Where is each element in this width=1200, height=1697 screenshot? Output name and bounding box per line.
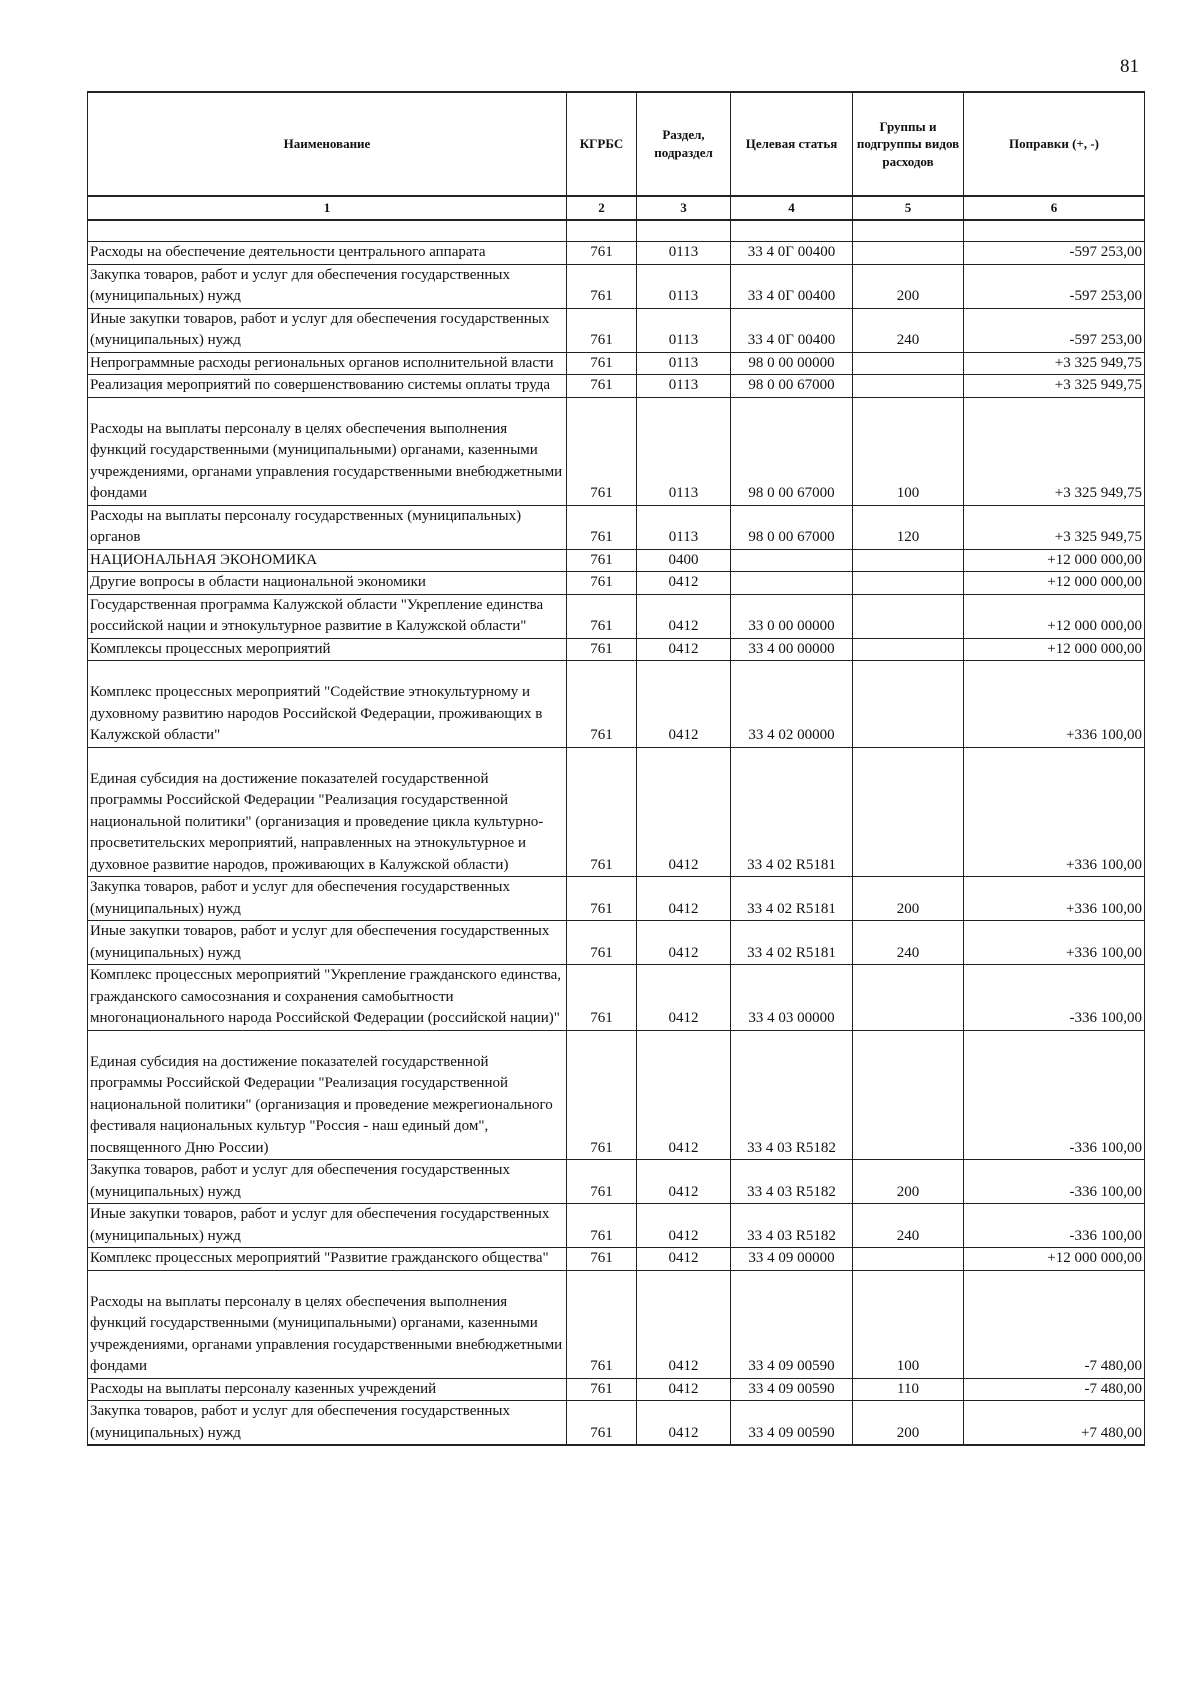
cell-name: Иные закупки товаров, работ и услуг для обеспечения государственных (муниципальных) нужд	[88, 1204, 567, 1248]
table-row	[88, 638, 1145, 661]
cell-vid: 200	[853, 1401, 964, 1446]
cell-vid: 240	[853, 308, 964, 352]
cell-name: Расходы на выплаты персоналу в целях обеспечения выполнения функций государственными (муниципальными) органами, казенными учреждениями, органами управления государственными внебюджетными фондами	[88, 397, 567, 505]
cell-kgrbs: 761	[567, 1204, 637, 1248]
cell-amount: +3 325 949,75	[964, 397, 1145, 505]
column-number: 2	[567, 196, 637, 220]
cell-kgrbs: 761	[567, 375, 637, 398]
cell-razdel: 0412	[637, 638, 731, 661]
cell-celevaya: 33 4 09 00590	[731, 1378, 853, 1401]
cell-celevaya: 33 0 00 00000	[731, 594, 853, 638]
cell-name: Закупка товаров, работ и услуг для обеспечения государственных (муниципальных) нужд	[88, 877, 567, 921]
cell-celevaya: 98 0 00 00000	[731, 352, 853, 375]
cell-kgrbs: 761	[567, 264, 637, 308]
cell-vid	[853, 352, 964, 375]
table-row	[88, 1248, 1145, 1271]
column-number-row	[88, 196, 1145, 220]
cell-amount: +3 325 949,75	[964, 505, 1145, 549]
cell-celevaya	[731, 549, 853, 572]
column-number: 3	[637, 196, 731, 220]
table-row	[88, 661, 1145, 748]
cell-celevaya: 33 4 00 00000	[731, 638, 853, 661]
cell-amount: -597 253,00	[964, 242, 1145, 265]
column-number: 5	[853, 196, 964, 220]
column-number: 6	[964, 196, 1145, 220]
cell-kgrbs: 761	[567, 1378, 637, 1401]
cell-amount: +336 100,00	[964, 877, 1145, 921]
header-vid: Группы и подгруппы видов расходов	[853, 92, 964, 196]
cell-razdel: 0113	[637, 264, 731, 308]
cell-vid: 240	[853, 1204, 964, 1248]
column-number: 1	[88, 196, 567, 220]
cell-razdel: 0113	[637, 375, 731, 398]
table-row	[88, 572, 1145, 595]
cell-name: Закупка товаров, работ и услуг для обеспечения государственных (муниципальных) нужд	[88, 1160, 567, 1204]
page-number: 81	[1120, 56, 1139, 77]
spacer-row	[88, 220, 1145, 242]
cell-name: Закупка товаров, работ и услуг для обеспечения государственных (муниципальных) нужд	[88, 264, 567, 308]
cell-vid: 110	[853, 1378, 964, 1401]
cell-celevaya: 33 4 02 R5181	[731, 877, 853, 921]
table-row	[88, 264, 1145, 308]
cell-kgrbs: 761	[567, 1160, 637, 1204]
cell-celevaya: 33 4 03 R5182	[731, 1160, 853, 1204]
cell-name: Расходы на обеспечение деятельности центрального аппарата	[88, 242, 567, 265]
cell-celevaya: 33 4 03 R5182	[731, 1204, 853, 1248]
cell-razdel: 0412	[637, 594, 731, 638]
cell-razdel: 0412	[637, 1030, 731, 1160]
cell-celevaya: 33 4 0Г 00400	[731, 242, 853, 265]
header-name: Наименование	[88, 92, 567, 196]
table-row	[88, 549, 1145, 572]
cell-kgrbs: 761	[567, 397, 637, 505]
cell-celevaya: 33 4 0Г 00400	[731, 308, 853, 352]
cell-razdel: 0412	[637, 1401, 731, 1446]
cell-celevaya: 33 4 09 00000	[731, 1248, 853, 1271]
cell-razdel: 0412	[637, 877, 731, 921]
cell-name: Расходы на выплаты персоналу государственных (муниципальных) органов	[88, 505, 567, 549]
cell-amount: +3 325 949,75	[964, 375, 1145, 398]
cell-amount: -7 480,00	[964, 1270, 1145, 1378]
cell-vid	[853, 572, 964, 595]
cell-vid	[853, 965, 964, 1031]
cell-celevaya: 33 4 03 R5182	[731, 1030, 853, 1160]
cell-vid	[853, 661, 964, 748]
table-row	[88, 1378, 1145, 1401]
cell-vid	[853, 638, 964, 661]
cell-name: Комплекс процессных мероприятий "Укрепление гражданского единства, гражданского самосознания и сохранения самобытности многонационального народа Российской Федерации (российской нации)"	[88, 965, 567, 1031]
cell-celevaya: 98 0 00 67000	[731, 505, 853, 549]
cell-amount: -336 100,00	[964, 1160, 1145, 1204]
cell-razdel: 0412	[637, 661, 731, 748]
table-body	[88, 220, 1145, 1445]
cell-name: НАЦИОНАЛЬНАЯ ЭКОНОМИКА	[88, 549, 567, 572]
cell-razdel: 0412	[637, 1160, 731, 1204]
cell-name: Расходы на выплаты персоналу в целях обеспечения выполнения функций государственными (муниципальными) органами, казенными учреждениями, органами управления государственными внебюджетными фондами	[88, 1270, 567, 1378]
cell-kgrbs: 761	[567, 1401, 637, 1446]
cell-vid	[853, 747, 964, 877]
cell-celevaya: 33 4 02 R5181	[731, 921, 853, 965]
table-row	[88, 594, 1145, 638]
cell-vid: 200	[853, 877, 964, 921]
cell-name: Реализация мероприятий по совершенствованию системы оплаты труда	[88, 375, 567, 398]
cell-name: Государственная программа Калужской области "Укрепление единства российской нации и этнокультурное развитие в Калужской области"	[88, 594, 567, 638]
cell-kgrbs: 761	[567, 661, 637, 748]
table-row	[88, 308, 1145, 352]
cell-vid	[853, 1030, 964, 1160]
cell-amount: +336 100,00	[964, 661, 1145, 748]
cell-razdel: 0412	[637, 1378, 731, 1401]
cell-name: Комплекс процессных мероприятий "Содействие этнокультурному и духовному развитию народов Российской Федерации, проживающих в Калужской области"	[88, 661, 567, 748]
cell-name: Единая субсидия на достижение показателей государственной программы Российской Федерации "Реализация государственной национальной политики" (организация и проведение межрегионального фестиваля национальных культур "Россия - наш единый дом", посвященного Дню России)	[88, 1030, 567, 1160]
cell-name: Расходы на выплаты персоналу казенных учреждений	[88, 1378, 567, 1401]
cell-name: Иные закупки товаров, работ и услуг для обеспечения государственных (муниципальных) нужд	[88, 308, 567, 352]
table-row	[88, 352, 1145, 375]
header-razdel: Раздел, подраздел	[637, 92, 731, 196]
cell-kgrbs: 761	[567, 1248, 637, 1271]
cell-amount: -597 253,00	[964, 264, 1145, 308]
cell-amount: +12 000 000,00	[964, 638, 1145, 661]
table-row	[88, 505, 1145, 549]
cell-name: Комплексы процессных мероприятий	[88, 638, 567, 661]
cell-amount: -336 100,00	[964, 965, 1145, 1031]
cell-razdel: 0412	[637, 965, 731, 1031]
cell-amount: +336 100,00	[964, 921, 1145, 965]
cell-name: Непрограммные расходы региональных органов исполнительной власти	[88, 352, 567, 375]
cell-kgrbs: 761	[567, 242, 637, 265]
cell-razdel: 0412	[637, 921, 731, 965]
cell-vid	[853, 594, 964, 638]
cell-razdel: 0113	[637, 397, 731, 505]
cell-kgrbs: 761	[567, 1030, 637, 1160]
cell-kgrbs: 761	[567, 638, 637, 661]
cell-vid	[853, 1248, 964, 1271]
table-row	[88, 877, 1145, 921]
cell-razdel: 0113	[637, 505, 731, 549]
cell-vid: 200	[853, 264, 964, 308]
cell-kgrbs: 761	[567, 572, 637, 595]
table-row	[88, 747, 1145, 877]
table-row	[88, 397, 1145, 505]
cell-amount: +7 480,00	[964, 1401, 1145, 1446]
cell-razdel: 0412	[637, 747, 731, 877]
cell-razdel: 0113	[637, 352, 731, 375]
cell-kgrbs: 761	[567, 877, 637, 921]
header-celevaya: Целевая статья	[731, 92, 853, 196]
table-row	[88, 921, 1145, 965]
cell-name: Другие вопросы в области национальной экономики	[88, 572, 567, 595]
table-row	[88, 1030, 1145, 1160]
header-kgrbs: КГРБС	[567, 92, 637, 196]
cell-celevaya: 33 4 0Г 00400	[731, 264, 853, 308]
cell-razdel: 0113	[637, 308, 731, 352]
cell-kgrbs: 761	[567, 747, 637, 877]
cell-kgrbs: 761	[567, 594, 637, 638]
cell-name: Иные закупки товаров, работ и услуг для обеспечения государственных (муниципальных) нужд	[88, 921, 567, 965]
cell-vid	[853, 375, 964, 398]
cell-celevaya: 33 4 03 00000	[731, 965, 853, 1031]
cell-vid: 200	[853, 1160, 964, 1204]
cell-celevaya: 33 4 09 00590	[731, 1270, 853, 1378]
cell-amount: +12 000 000,00	[964, 572, 1145, 595]
cell-vid: 240	[853, 921, 964, 965]
cell-celevaya: 33 4 02 00000	[731, 661, 853, 748]
cell-amount: +12 000 000,00	[964, 594, 1145, 638]
cell-razdel: 0412	[637, 1204, 731, 1248]
cell-vid: 100	[853, 1270, 964, 1378]
cell-name: Единая субсидия на достижение показателей государственной программы Российской Федерации "Реализация государственной национальной политики" (организация и проведение цикла культурно-просветительских мероприятий, направленных на этнокультурное и духовное развитие народов, проживающих в Калужской области)	[88, 747, 567, 877]
cell-razdel: 0400	[637, 549, 731, 572]
cell-amount: -336 100,00	[964, 1204, 1145, 1248]
cell-kgrbs: 761	[567, 549, 637, 572]
cell-amount: -336 100,00	[964, 1030, 1145, 1160]
cell-razdel: 0412	[637, 1248, 731, 1271]
table-row	[88, 242, 1145, 265]
cell-celevaya: 33 4 09 00590	[731, 1401, 853, 1446]
cell-kgrbs: 761	[567, 1270, 637, 1378]
cell-razdel: 0113	[637, 242, 731, 265]
header-row	[88, 92, 1145, 196]
cell-celevaya	[731, 572, 853, 595]
table-row	[88, 1160, 1145, 1204]
budget-amendments-table	[87, 91, 1145, 1446]
cell-razdel: 0412	[637, 572, 731, 595]
cell-celevaya: 33 4 02 R5181	[731, 747, 853, 877]
table-row	[88, 965, 1145, 1031]
cell-kgrbs: 761	[567, 505, 637, 549]
cell-vid	[853, 549, 964, 572]
header-amount: Поправки (+, -)	[964, 92, 1145, 196]
table-row	[88, 1401, 1145, 1446]
cell-razdel: 0412	[637, 1270, 731, 1378]
cell-kgrbs: 761	[567, 352, 637, 375]
cell-amount: +12 000 000,00	[964, 1248, 1145, 1271]
cell-amount: -597 253,00	[964, 308, 1145, 352]
cell-name: Комплекс процессных мероприятий "Развитие гражданского общества"	[88, 1248, 567, 1271]
cell-kgrbs: 761	[567, 308, 637, 352]
cell-amount: -7 480,00	[964, 1378, 1145, 1401]
column-number: 4	[731, 196, 853, 220]
cell-amount: +336 100,00	[964, 747, 1145, 877]
cell-amount: +3 325 949,75	[964, 352, 1145, 375]
cell-celevaya: 98 0 00 67000	[731, 375, 853, 398]
cell-kgrbs: 761	[567, 965, 637, 1031]
table-row	[88, 1270, 1145, 1378]
cell-vid: 100	[853, 397, 964, 505]
cell-name: Закупка товаров, работ и услуг для обеспечения государственных (муниципальных) нужд	[88, 1401, 567, 1446]
cell-vid	[853, 242, 964, 265]
cell-amount: +12 000 000,00	[964, 549, 1145, 572]
cell-celevaya: 98 0 00 67000	[731, 397, 853, 505]
table-row	[88, 1204, 1145, 1248]
table-row	[88, 375, 1145, 398]
cell-kgrbs: 761	[567, 921, 637, 965]
cell-vid: 120	[853, 505, 964, 549]
